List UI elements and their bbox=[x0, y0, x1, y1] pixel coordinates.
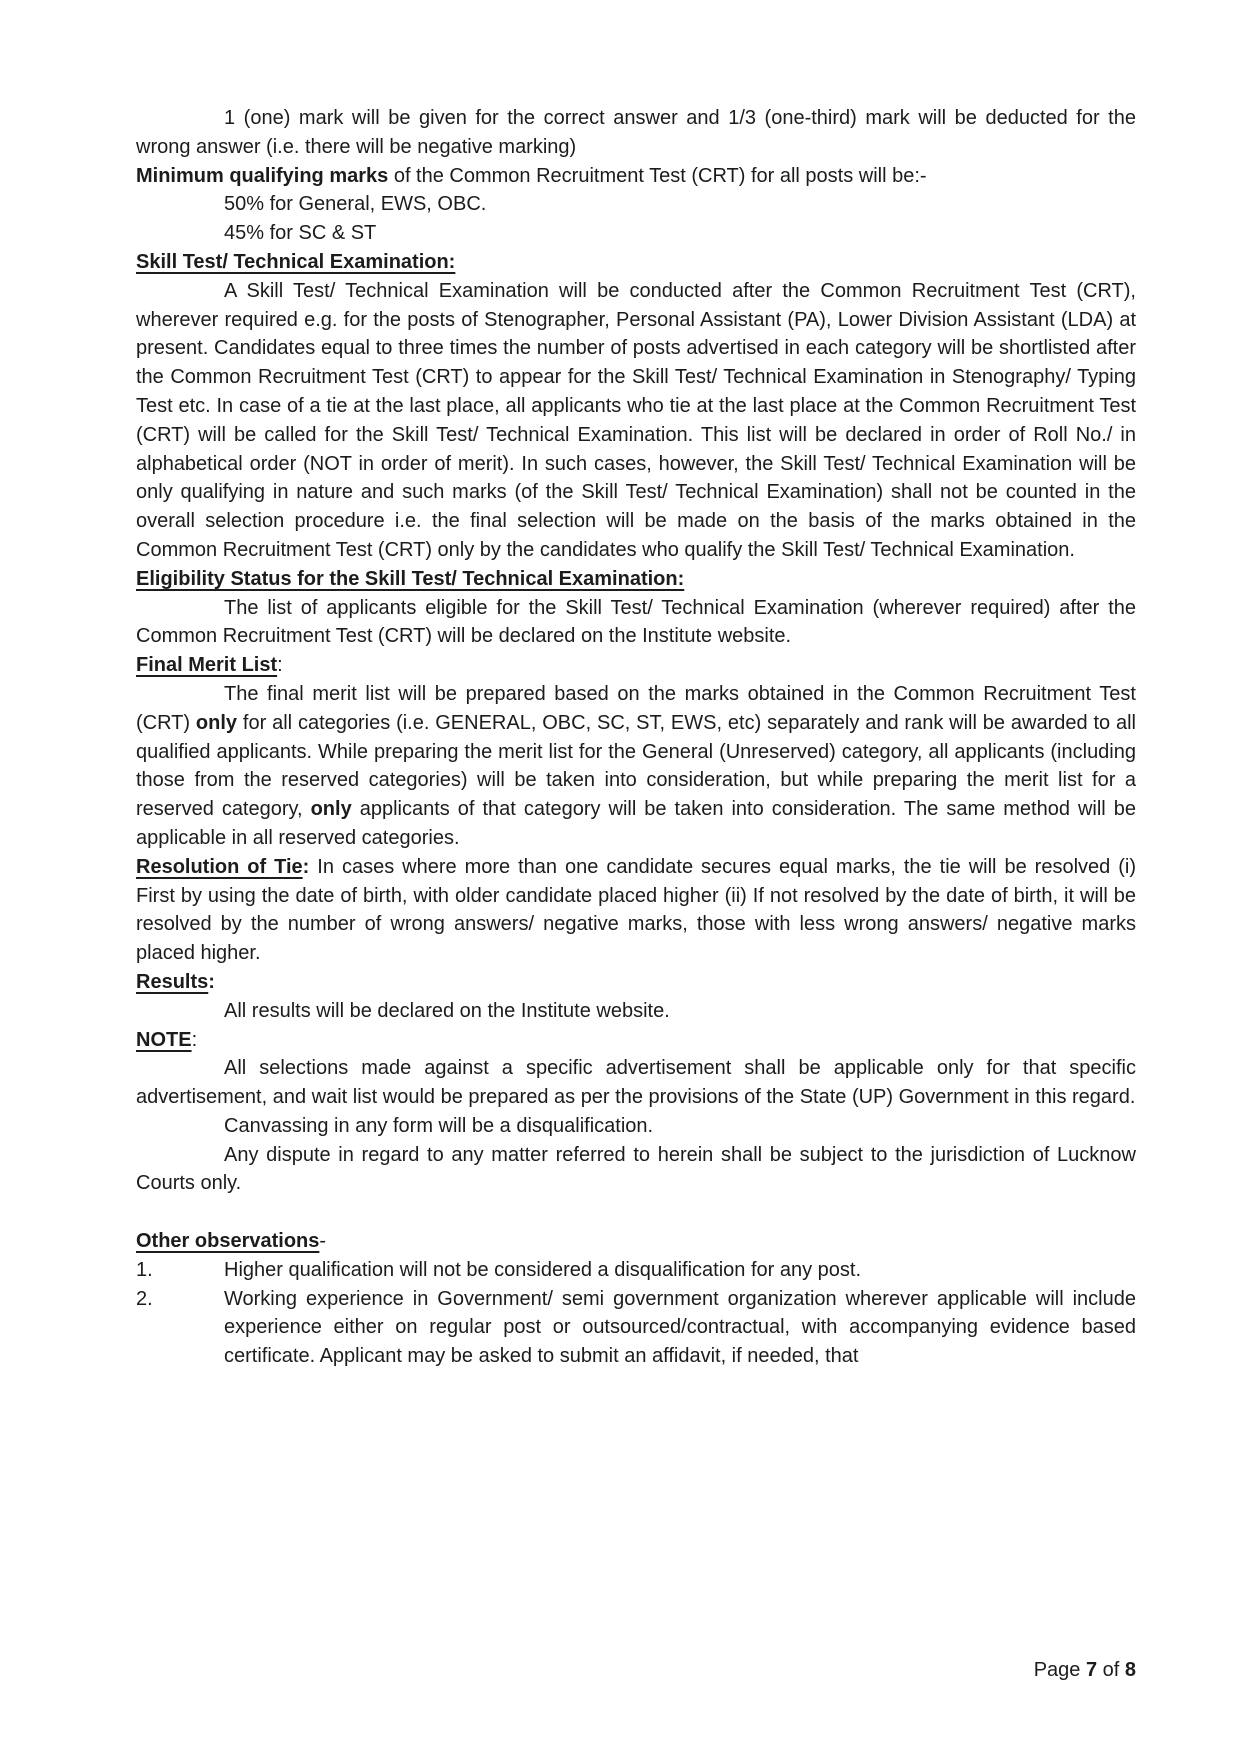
text-run: 50% for General, EWS, OBC. bbox=[224, 193, 487, 216]
document-body bbox=[136, 104, 1136, 1371]
text-run: Eligibility Status for the Skill Test/ Technical Examination: bbox=[136, 567, 685, 590]
paragraph bbox=[136, 104, 1136, 162]
paragraph bbox=[136, 277, 1136, 565]
text-run: The final merit list will be prepared based on the marks obtained in the Common Recruitment Test (CRT) bbox=[136, 682, 1136, 734]
text-run: Other observations bbox=[136, 1230, 320, 1253]
footer-page-label: Page bbox=[1033, 1659, 1086, 1681]
text-run: Resolution of Tie bbox=[136, 855, 303, 878]
text-run: Minimum qualifying marks bbox=[136, 164, 389, 187]
paragraph bbox=[136, 1112, 1136, 1141]
text-run: : bbox=[302, 855, 310, 878]
text-run: of the Common Recruitment Test (CRT) for all posts will be:- bbox=[388, 164, 927, 187]
text-run: 1 (one) mark will be given for the correct answer and 1/3 (one-third) mark will be deducted for the wrong answer (i.e. there will be negative marking) bbox=[136, 107, 1136, 158]
section-heading bbox=[136, 1026, 1136, 1055]
paragraph bbox=[136, 680, 1136, 853]
paragraph bbox=[136, 190, 1136, 219]
paragraph bbox=[136, 219, 1136, 248]
text-run: Working experience in Government/ semi government organization wherever applicable will include experience either on regular post or outsourced/contractual, with accompanying evidence based certificate. Applicant may be asked to submit an affidavit, if needed, that bbox=[224, 1287, 1136, 1368]
text-run: : bbox=[191, 1028, 198, 1051]
text-run: only bbox=[310, 798, 352, 821]
text-run: A Skill Test/ Technical Examination will be conducted after the Common Recruitment Test (CRT), wherever required e.g. for the posts of Stenographer, Personal Assistant (PA), Lower Division Assistant (LDA) at present. Candidates equal to three times the number of posts advertised in each category will be shortlisted after the Common Recruitment Test (CRT) to appear for the Skill Test/ Technical Examination in Stenography/ Typing Test etc. In case of a tie at the last place, all applicants who tie at the last place at the Common Recruitment Test (CRT) will be called for the Skill Test/ Technical Examination. This list will be declared in order of Roll No./ in alphabetical order (NOT in order of merit). In such cases, however, the Skill Test/ Technical Examination will be only qualifying in nature and such marks (of the Skill Test/ Technical Examination) shall not be counted in the overall selection procedure i.e. the final selection will be made on the basis of the marks obtained in the Common Recruitment Test (CRT) only by the candidates who qualify the Skill Test/ Technical Examination. bbox=[136, 279, 1136, 561]
blank-line bbox=[136, 1198, 1136, 1227]
footer-total-pages: 8 bbox=[1124, 1659, 1136, 1681]
text-run: Final Merit List bbox=[136, 654, 278, 677]
paragraph bbox=[136, 1141, 1136, 1199]
page-footer bbox=[1034, 1656, 1136, 1685]
paragraph bbox=[136, 594, 1136, 652]
paragraph bbox=[136, 997, 1136, 1026]
text-run: Canvassing in any form will be a disqualification. bbox=[224, 1114, 654, 1137]
text-run: All selections made against a specific advertisement shall be applicable only for that specific advertisement, and wait list would be prepared as per the provisions of the State (UP) Government in this regard. bbox=[136, 1057, 1136, 1109]
text-run: NOTE bbox=[136, 1028, 192, 1051]
footer-current-page: 7 bbox=[1085, 1659, 1098, 1681]
text-run: Any dispute in regard to any matter referred to herein shall be subject to the jurisdiction of Lucknow Courts only. bbox=[136, 1143, 1136, 1195]
text-run: : bbox=[208, 970, 215, 993]
text-run: for all categories (i.e. GENERAL, OBC, SC, ST, EWS, etc) separately and rank will be awarded to all qualified applicants. While preparing the merit list for the General (Unreserved) category, all applicants (including those from the reserved categories) will be taken into consideration, but while preparing the merit list for a reserved category, bbox=[136, 711, 1136, 821]
text-run: In cases where more than one candidate secures equal marks, the tie will be resolved (i) First by using the date of birth, with older candidate placed higher (ii) If not resolved by the date of birth, it will be resolved by the number of wrong answers/ negative marks, those with less wrong answers/ negative marks placed higher. bbox=[136, 855, 1136, 965]
section-heading bbox=[136, 565, 1136, 594]
text-run: only bbox=[195, 711, 238, 734]
paragraph bbox=[136, 162, 1136, 191]
section-heading bbox=[136, 968, 1136, 997]
paragraph bbox=[136, 1054, 1136, 1112]
list-item-number: 1. bbox=[136, 1258, 153, 1281]
footer-of-label: of bbox=[1097, 1659, 1125, 1681]
text-run: 45% for SC & ST bbox=[224, 222, 377, 245]
section-heading bbox=[136, 1227, 1136, 1256]
text-run: applicants of that category will be taken into consideration. The same method will be applicable in all reserved categories. bbox=[136, 798, 1136, 849]
list-item-number: 2. bbox=[136, 1287, 153, 1310]
paragraph bbox=[136, 853, 1136, 968]
text-run: Higher qualification will not be considered a disqualification for any post. bbox=[224, 1258, 862, 1281]
section-heading bbox=[136, 248, 1136, 277]
section-heading bbox=[136, 651, 1136, 680]
text-run: The list of applicants eligible for the Skill Test/ Technical Examination (wherever required) after the Common Recruitment Test (CRT) will be declared on the Institute website. bbox=[136, 596, 1136, 648]
text-run: Results bbox=[136, 970, 209, 993]
text-run: All results will be declared on the Institute website. bbox=[224, 999, 670, 1022]
text-run: : bbox=[277, 654, 283, 677]
text-run: - bbox=[319, 1230, 327, 1253]
list-item-text bbox=[224, 1256, 1136, 1285]
text-run: Skill Test/ Technical Examination: bbox=[136, 250, 456, 273]
list-item bbox=[136, 1256, 1136, 1285]
list-item bbox=[136, 1285, 1136, 1371]
list-item-text bbox=[224, 1285, 1136, 1371]
